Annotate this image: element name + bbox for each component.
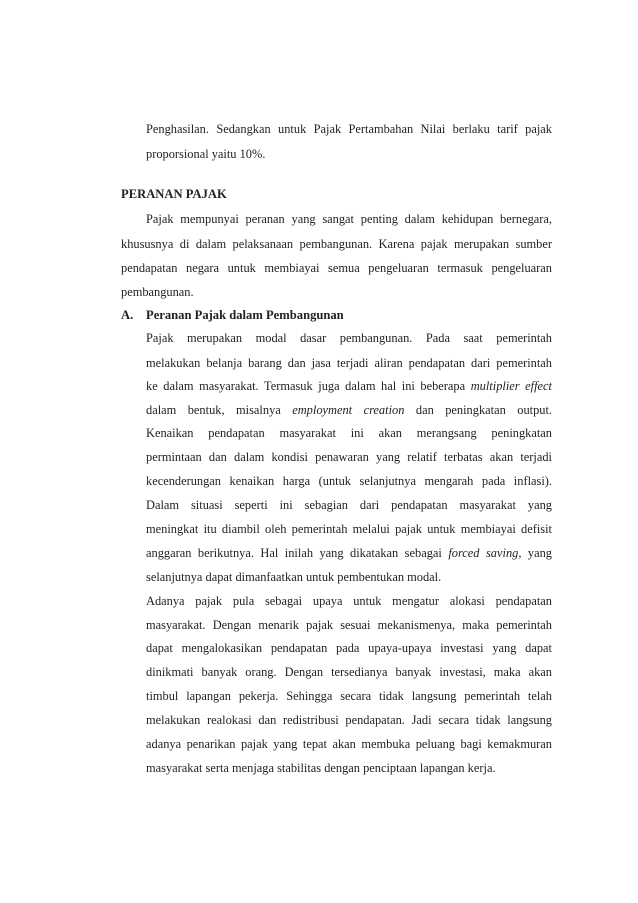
section-para-line-2: khususnya di dalam pelaksanaan pembangunan. Karena pajak merupakan sumber [121,237,552,251]
sub-para1-line-3 [146,378,552,394]
sub-para2-line-1: Adanya pajak pula sebagai upaya untuk mengatur alokasi pendapatan [146,594,552,608]
sub-para1-line-4 [146,402,552,418]
sub-para1-line-8: Dalam situasi seperti ini sebagian dari pendapatan masyarakat yang [146,498,552,512]
subsection-title: Peranan Pajak dalam Pembangunan [146,308,344,322]
sub-para1-line-10-text: anggaran berikutnya. Hal inilah yang dikatakan sebagai [146,546,449,560]
intro-line-1: Penghasilan. Sedangkan untuk Pajak Pertambahan Nilai berlaku tarif pajak [146,122,552,136]
sub-para2-line-3: dapat mengalokasikan pendapatan pada upaya-upaya investasi yang dapat [146,641,552,655]
sub-para1-line-6: permintaan dan dalam kondisi penawaran yang relatif terbatas akan terjadi [146,450,552,464]
sub-para1-line-1: Pajak merupakan modal dasar pembangunan. Pada saat pemerintah [146,331,552,345]
section-para-line-4: pembangunan. [121,285,194,299]
sub-para2-line-4: dinikmati banyak orang. Dengan tersedianya banyak investasi, maka akan [146,665,552,679]
sub-para1-line-10-end: yang [521,546,552,560]
sub-para1-line-3-text: ke dalam masyarakat. Termasuk juga dalam hal ini beberapa [146,379,471,393]
term-employment-creation: employment creation [292,403,405,417]
sub-para1-line-4-end: dan peningkatan output. [404,403,553,417]
section-heading: PERANAN PAJAK [121,187,227,201]
intro-line-2: proporsional yaitu 10%. [146,147,266,161]
sub-para2-line-5: timbul lapangan pekerja. Sehingga secara tidak langsung pemerintah telah [146,689,552,703]
section-para-line-1: Pajak mempunyai peranan yang sangat penting dalam kehidupan bernegara, [146,212,552,226]
sub-para1-line-2: melakukan belanja barang dan jasa terjadi aliran pendapatan dari pemerintah [146,356,552,370]
sub-para1-line-11: selanjutnya dapat dimanfaatkan untuk pembentukan modal. [146,570,442,584]
sub-para2-line-7: adanya penarikan pajak yang tepat akan membuka peluang bagi kemakmuran [146,737,552,751]
sub-para1-line-4-text: dalam bentuk, misalnya [146,403,293,417]
sub-para1-line-5: Kenaikan pendapatan masyarakat ini akan merangsang peningkatan [146,426,552,440]
subsection-marker: A. [121,308,134,322]
subsection-heading [121,307,344,323]
term-forced-saving: forced saving, [448,546,522,560]
sub-para1-line-9: meningkat itu diambil oleh pemerintah melalui pajak untuk membiayai defisit [146,522,552,536]
section-para-line-3: pendapatan negara untuk membiayai semua pengeluaran termasuk pengeluaran [121,261,552,275]
sub-para1-line-10 [146,545,552,561]
sub-para2-line-2: masyarakat. Dengan menarik pajak sesuai mekanismenya, maka pemerintah [146,618,552,632]
sub-para1-line-7: kecenderungan kenaikan harga (untuk selanjutnya mengarah pada inflasi). [146,474,552,488]
sub-para2-line-6: melakukan realokasi dan redistribusi pendapatan. Jadi secara tidak langsung [146,713,552,727]
term-multiplier-effect: multiplier effect [470,379,552,393]
sub-para2-line-8: masyarakat serta menjaga stabilitas dengan penciptaan lapangan kerja. [146,761,496,775]
